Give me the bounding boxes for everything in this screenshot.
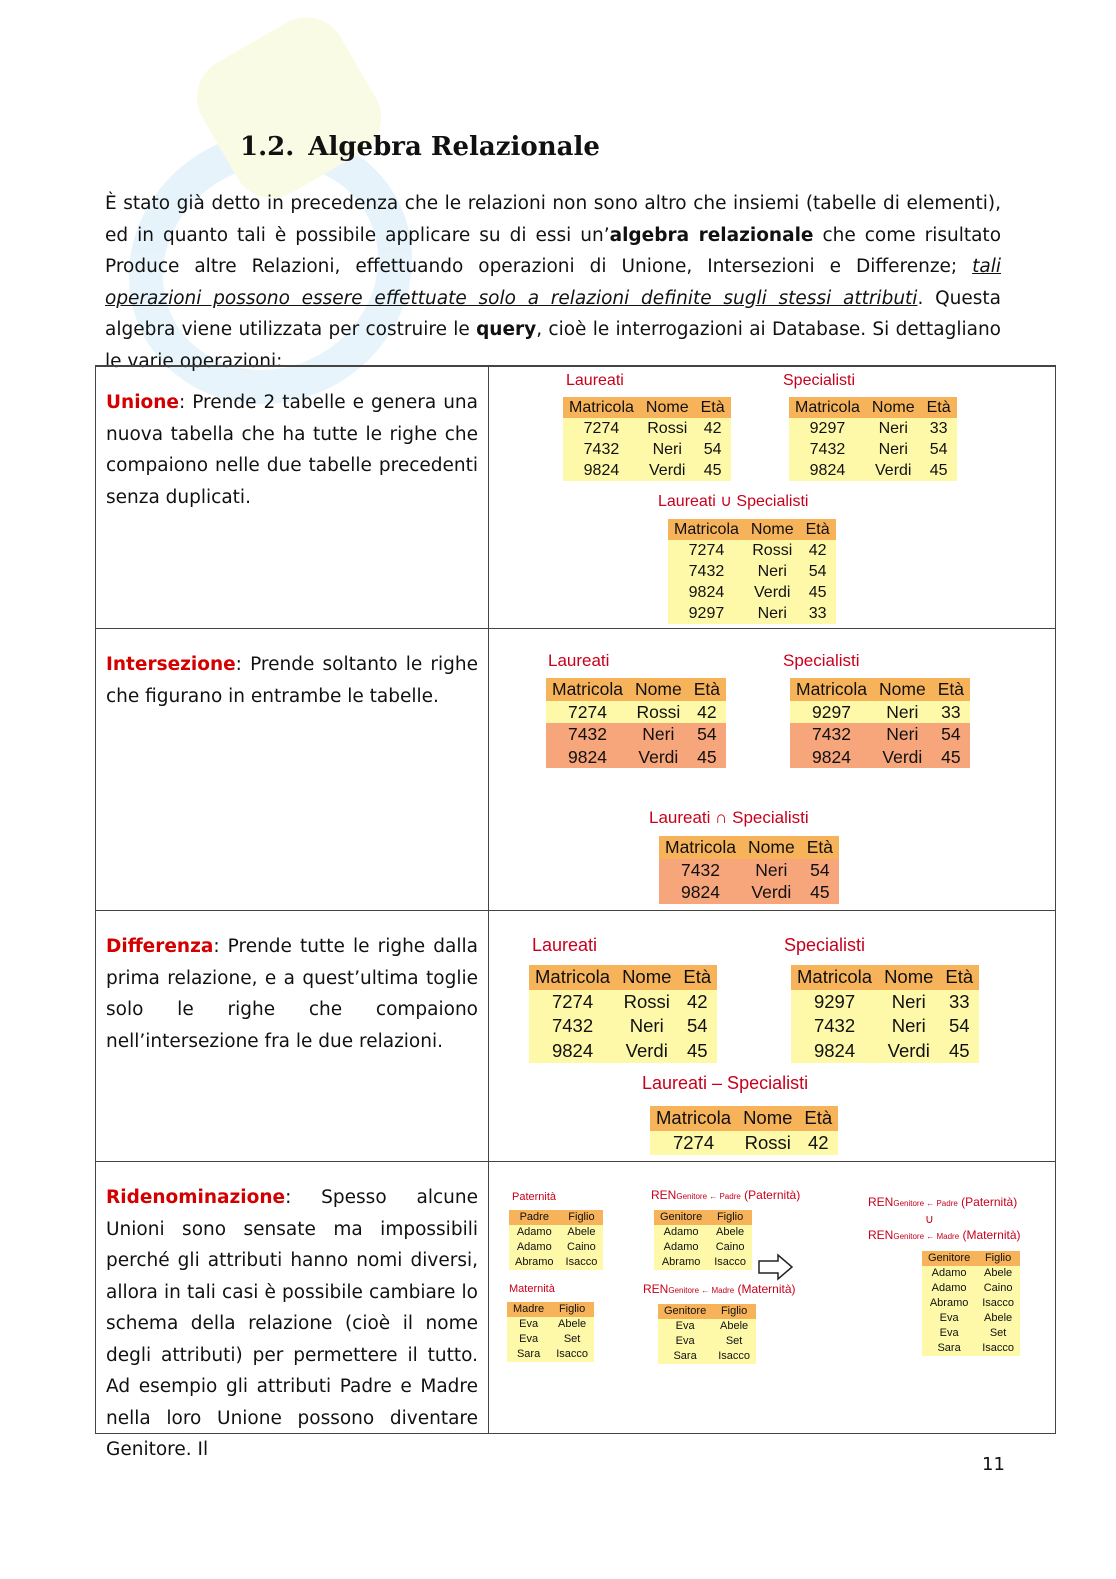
col-eta: Età: [695, 397, 731, 418]
table-row: Eva Abele: [658, 1319, 756, 1334]
col-matricola: Matricola: [546, 678, 629, 701]
table-difference: [650, 1106, 838, 1155]
caption-specialisti: Specialisti: [783, 651, 860, 670]
col-matricola: Matricola: [529, 965, 616, 990]
operations-table: [95, 365, 1056, 1460]
table-row: Sara Isacco: [658, 1349, 756, 1364]
col-nome: Nome: [866, 397, 921, 418]
table-row: 7432 Neri 54: [546, 723, 726, 746]
table-row: 9824 Verdi 45: [668, 582, 836, 603]
col-nome: Nome: [873, 678, 932, 701]
table-row: 7432 Neri 54: [790, 723, 970, 746]
row-unione: [96, 366, 1055, 629]
desc-intersezione: Intersezione: Prende soltanto le righe che figurano in entrambe le tabelle.: [106, 654, 478, 707]
table-row: 7432 Neri 54: [668, 561, 836, 582]
caption-laureati: Laureati: [548, 651, 610, 670]
header-row: [791, 965, 979, 990]
table-intersection: [659, 836, 839, 904]
col-nome: Nome: [616, 965, 677, 990]
col-matricola: Matricola: [789, 397, 866, 418]
col-nome: Nome: [629, 678, 688, 701]
table-ren-result: [922, 1251, 1020, 1356]
header-row: [790, 678, 970, 701]
ren-maternita-label: RENGenitore ← Madre (Maternità): [643, 1282, 796, 1296]
header-row: [789, 397, 957, 418]
header-row: [668, 519, 836, 540]
col-matricola: Matricola: [659, 836, 742, 859]
table-row: Abramo Isacco: [654, 1255, 752, 1270]
table-paternita: [509, 1210, 603, 1270]
caption-intersection: Laureati ∩ Specialisti: [649, 808, 809, 827]
ren-result-label-pat: RENGenitore ← Padre (Paternità): [868, 1195, 1018, 1209]
col-matricola: Matricola: [650, 1106, 737, 1131]
table-row: Sara Isacco: [507, 1347, 594, 1362]
table-row: Eva Abele: [507, 1317, 594, 1332]
table-row: Abramo Isacco: [509, 1255, 603, 1270]
col-eta: Età: [677, 965, 717, 990]
header-row: Genitore Figlio: [658, 1304, 756, 1319]
col-nome: Nome: [742, 836, 801, 859]
col-matricola: Matricola: [790, 678, 873, 701]
table-row: Adamo Caino: [654, 1240, 752, 1255]
row-intersezione: [96, 628, 1055, 911]
caption-paternita: Paternità: [512, 1191, 557, 1203]
col-nome: Nome: [745, 519, 800, 540]
intro-paragraph: È stato già detto in precedenza che le relazioni non sono altro che insiemi (tabelle di elementi), ed in quanto tali è possibile applicare su di essi un’algebra relazionale che come risultato Produce altre Relazioni, effettuando operazioni di Unione, Intersezioni e Differenze; tali operazioni possono essere effettuate solo a relazioni definite sugli stessi attributi. Questa algebra viene utilizzata per costruire le query, cioè le interrogazioni ai Database. Si dettagliano le varie operazioni:: [105, 193, 1002, 372]
table-row: Eva Abele: [922, 1311, 1020, 1326]
caption-specialisti: Specialisti: [783, 372, 856, 389]
col-matricola: Matricola: [563, 397, 640, 418]
col-nome: Nome: [737, 1106, 798, 1131]
table-row: 7432 Neri 54: [789, 439, 957, 460]
table-row: 9824 Verdi 45: [791, 1039, 979, 1064]
desc-differenza: Differenza: Prende tutte le righe dalla prima relazione, e a quest’ultima toglie solo le righe che compaiono nell’intersezione fra le due relazioni.: [106, 936, 478, 1052]
caption-laureati: Laureati: [532, 935, 598, 955]
table-row: 7432 Neri 54: [563, 439, 731, 460]
table-row: Adamo Abele: [922, 1266, 1020, 1281]
table-maternita: [507, 1302, 594, 1362]
col-eta: Età: [688, 678, 726, 701]
table-row: 9297 Neri 33: [790, 701, 970, 724]
table-row: Eva Set: [658, 1334, 756, 1349]
col-nome: Nome: [640, 397, 695, 418]
ren-result-label-mat: RENGenitore ← Madre (Maternità): [868, 1228, 1021, 1242]
table-row: 7274 Rossi 42: [546, 701, 726, 724]
header-row: [650, 1106, 838, 1131]
row-differenza: [96, 910, 1055, 1162]
header-row: Madre Figlio: [507, 1302, 594, 1317]
table-row: 9297 Neri 33: [791, 990, 979, 1015]
table-row: 7432 Neri 54: [659, 859, 839, 882]
table-row: 7274 Rossi 42: [668, 540, 836, 561]
header-row: Genitore Figlio: [654, 1210, 752, 1225]
union-symbol: ∪: [925, 1212, 934, 1226]
table-laureati: [563, 397, 731, 481]
table-row: 7274 Rossi 42: [529, 990, 717, 1015]
ren-paternita-label: RENGenitore ← Padre (Paternità): [651, 1188, 801, 1202]
arrow-right-icon: [758, 1253, 794, 1281]
col-matricola: Matricola: [791, 965, 878, 990]
table-row: Adamo Abele: [509, 1225, 603, 1240]
table-row: 9824 Verdi 45: [546, 746, 726, 769]
section-heading: 1.2. Algebra Relazionale: [240, 132, 600, 162]
table-row: 7274 Rossi 42: [650, 1131, 838, 1156]
col-eta: Età: [801, 836, 839, 859]
table-laureati: [546, 678, 726, 768]
col-eta: Età: [798, 1106, 838, 1131]
table-row: Adamo Caino: [509, 1240, 603, 1255]
page-number: 11: [982, 1454, 1005, 1475]
header-row: [659, 836, 839, 859]
header-row: [563, 397, 731, 418]
table-specialisti: [790, 678, 970, 768]
table-union: [668, 519, 836, 624]
caption-union: Laureati ∪ Specialisti: [658, 493, 809, 510]
table-row: Adamo Abele: [654, 1225, 752, 1240]
col-eta: Età: [939, 965, 979, 990]
col-eta: Età: [800, 519, 836, 540]
table-ren-maternita: [658, 1304, 756, 1364]
header-row: Genitore Figlio: [922, 1251, 1020, 1266]
caption-difference: Laureati – Specialisti: [642, 1073, 809, 1093]
table-row: 9824 Verdi 45: [789, 460, 957, 481]
header-row: Padre Figlio: [509, 1210, 603, 1225]
table-row: Sara Isacco: [922, 1341, 1020, 1356]
table-row: 9824 Verdi 45: [529, 1039, 717, 1064]
col-matricola: Matricola: [668, 519, 745, 540]
table-row: Eva Set: [922, 1326, 1020, 1341]
table-specialisti: [791, 965, 979, 1063]
table-specialisti: [789, 397, 957, 481]
caption-maternita: Maternità: [509, 1283, 555, 1295]
caption-laureati: Laureati: [566, 372, 624, 389]
table-row: 7274 Rossi 42: [563, 418, 731, 439]
header-row: [529, 965, 717, 990]
row-ridenominazione: [96, 1161, 1055, 1460]
col-eta: Età: [921, 397, 957, 418]
desc-ridenominazione: Ridenominazione: Spesso alcune Unioni sono sensate ma impossibili perché gli attributi hanno nomi diversi, allora in tali casi è possibile cambiare lo schema della relazione (cioè il nome degli attributi) per permettere il tutto. Ad esempio gli attributi Padre e Madre nella loro Unione possono diventare Genitore. Il: [106, 1187, 478, 1460]
table-row: 9824 Verdi 45: [659, 881, 839, 904]
table-row: Adamo Caino: [922, 1281, 1020, 1296]
header-row: [546, 678, 726, 701]
table-row: 9297 Neri 33: [668, 603, 836, 624]
table-row: Abramo Isacco: [922, 1296, 1020, 1311]
col-eta: Età: [932, 678, 970, 701]
table-row: Eva Set: [507, 1332, 594, 1347]
table-laureati: [529, 965, 717, 1063]
table-row: 9824 Verdi 45: [790, 746, 970, 769]
table-row: 9824 Verdi 45: [563, 460, 731, 481]
col-nome: Nome: [878, 965, 939, 990]
desc-unione: Unione: Prende 2 tabelle e genera una nuova tabella che ha tutte le righe che compaiono nelle due tabelle precedenti senza duplicati.: [106, 392, 478, 508]
table-row: 7432 Neri 54: [529, 1014, 717, 1039]
table-row: 9297 Neri 33: [789, 418, 957, 439]
caption-specialisti: Specialisti: [784, 935, 866, 955]
table-row: 7432 Neri 54: [791, 1014, 979, 1039]
table-ren-paternita: [654, 1210, 752, 1270]
